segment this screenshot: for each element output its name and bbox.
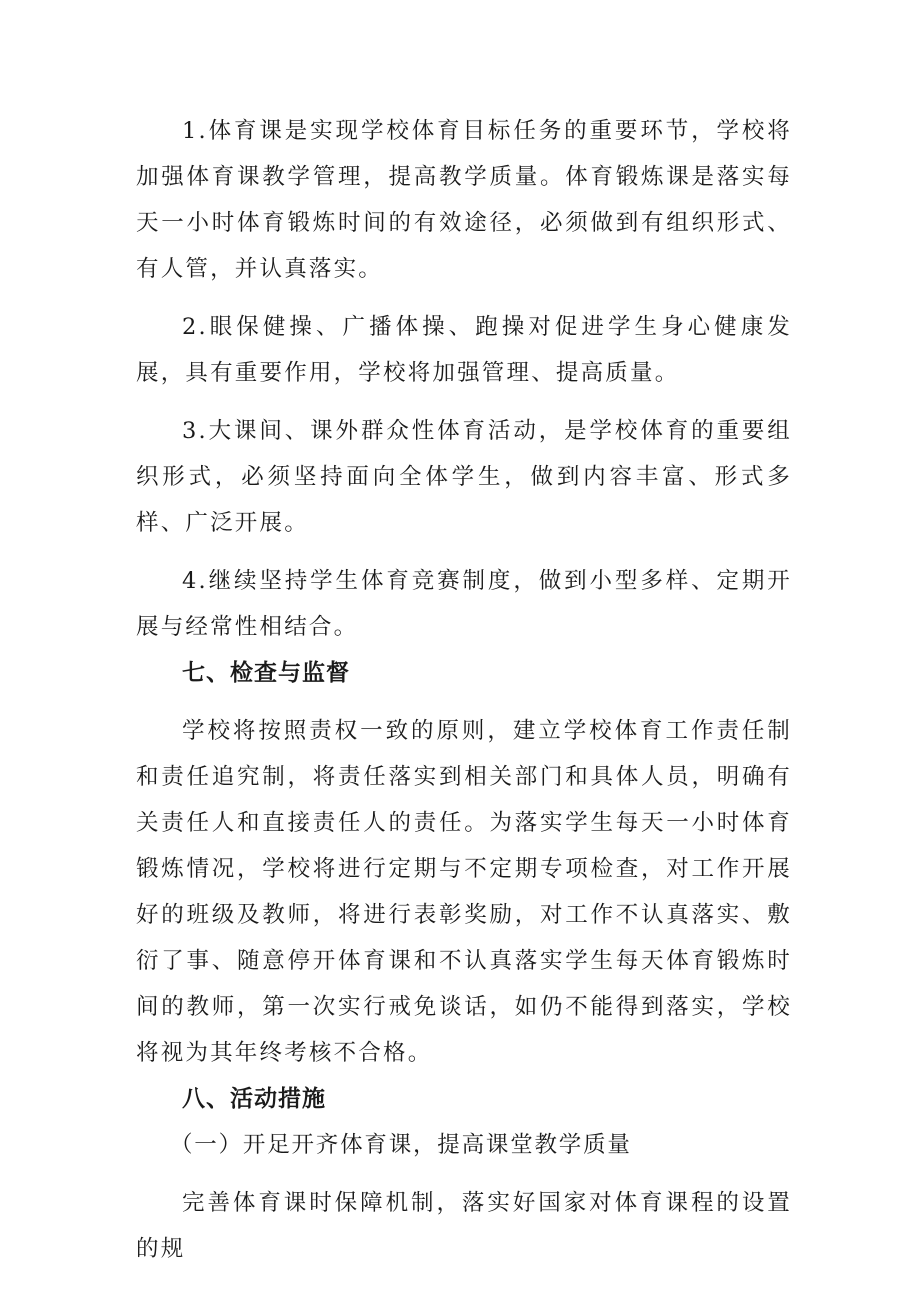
list-text: .大课间、课外群众性体育活动，是学校体育的重要组织形式，必须坚持面向全体学生，做到内容丰富、形式多样、广泛开展。 <box>136 418 792 536</box>
list-text: .继续坚持学生体育竞赛制度，做到小型多样、定期开展与经常性相结合。 <box>136 568 792 640</box>
section-heading-measures: 八、活动措施 <box>182 1086 326 1112</box>
list-number: 1 <box>182 118 199 144</box>
list-text: .体育课是实现学校体育目标任务的重要环节，学校将加强体育课教学管理，提高教学质量。体育锻炼课是落实每天一小时体育锻炼时间的有效途径，必须做到有组织形式、有人管，并认真落实。 <box>136 118 792 282</box>
list-number: 4 <box>182 568 199 594</box>
list-item-2 <box>136 304 792 396</box>
section-body-inspection: 学校将按照责权一致的原则，建立学校体育工作责任制和责任追究制，将责任落实到相关部门和具体人员，明确有关责任人和直接责任人的责任。为落实学生每天一小时体育锻炼情况，学校将进行定期与不定期专项检查，对工作开展好的班级及教师，将进行表彰奖励，对工作不认真落实、敷衍了事、随意停开体育课和不认真落实学生每天体育锻炼时间的教师，第一次实行戒免谈话，如仍不能得到落实，学校将视为其年终考核不合格。 <box>136 718 792 1066</box>
list-text: .眼保健操、广播体操、跑操对促进学生身心健康发展，具有重要作用，学校将加强管理、提高质量。 <box>136 314 792 386</box>
list-item-3 <box>136 408 792 546</box>
list-item-4 <box>136 558 792 650</box>
list-item-1 <box>136 108 792 292</box>
subsection-heading-pe-classes: （一）开足开齐体育课，提高课堂教学质量 <box>170 1132 632 1158</box>
section-heading-inspection: 七、检查与监督 <box>182 660 350 686</box>
section-body-measures: 完善体育课时保障机制，落实好国家对体育课程的设置的规 <box>136 1190 792 1262</box>
list-number: 3 <box>182 418 199 444</box>
list-number: 2 <box>182 314 199 340</box>
